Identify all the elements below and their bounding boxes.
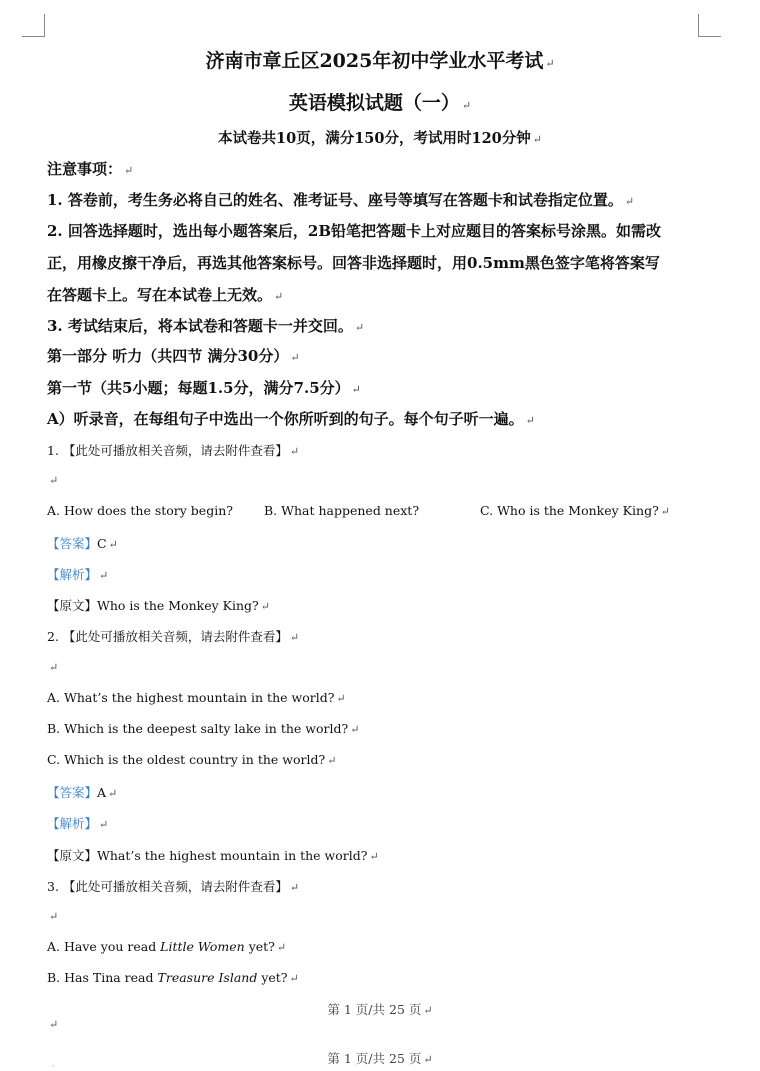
q3-option-b: B. Has Tina read Treasure Island yet? ↵ <box>47 970 299 985</box>
q3-option-a: A. Have you read Little Women yet? ↵ <box>47 939 287 954</box>
notice-item-2-line-1: 2. 回答选择题时，选出每小题答案后，2B铅笔把答题卡上对应题目的答案标号涂黑。如需改 <box>47 222 662 240</box>
stray-dot: · <box>52 1062 55 1071</box>
notice-item-2-line-2: 正，用橡皮擦干净后，再选其他答案标号。回答非选择题时，用0.5mm黑色签字笔将答案写 <box>47 254 660 272</box>
q2-option-a: A. What’s the highest mountain in the world? ↵ <box>47 690 346 705</box>
notice-item-1: 1. 答卷前，考生务必将自己的姓名、准考证号、座号等填写在答题卡和试卷指定位置。 ↵ <box>47 191 635 209</box>
q1-answer: 【答案】C ↵ <box>47 536 118 551</box>
q2-blank-line: ↵ <box>49 661 59 674</box>
footer-blank-line: ↵ <box>49 1018 59 1031</box>
q2-original: 【原文】What’s the highest mountain in the world? ↵ <box>47 848 379 863</box>
q1-analysis: 【解析】 ↵ <box>47 567 109 582</box>
exam-title: 济南市章丘区2025年初中学业水平考试 ↵ <box>205 50 555 72</box>
q3-option-a-book-title: Little Women <box>160 939 245 954</box>
q1-prompt: 1. 【此处可播放相关音频，请去附件查看】 ↵ <box>47 443 300 458</box>
q2-prompt: 2. 【此处可播放相关音频，请去附件查看】 ↵ <box>47 629 300 644</box>
q1-original: 【原文】Who is the Monkey King? ↵ <box>47 598 270 613</box>
page-footer-repeat: 第 1 页/共 25 页 ↵ <box>327 1051 433 1066</box>
notice-heading: 注意事项： ↵ <box>47 160 134 178</box>
q2-analysis: 【解析】 ↵ <box>47 816 109 831</box>
q2-option-b: B. Which is the deepest salty lake in the world? ↵ <box>47 721 360 736</box>
q3-blank-line: ↵ <box>49 910 59 923</box>
q1-option-c: C. Who is the Monkey King? ↵ <box>480 503 670 518</box>
part1-heading: 第一部分 听力（共四节 满分30分） ↵ <box>47 347 300 365</box>
section-instruction: A）听录音，在每组句子中选出一个你所听到的句子。每个句子听一遍。 ↵ <box>47 410 535 428</box>
q3-prompt: 3. 【此处可播放相关音频，请去附件查看】 ↵ <box>47 879 300 894</box>
section1-heading: 第一节（共5小题；每题1.5分，满分7.5分） ↵ <box>47 379 361 397</box>
page-footer: 第 1 页/共 25 页 ↵ <box>327 1002 433 1017</box>
q1-blank-line: ↵ <box>49 474 59 487</box>
notice-item-3: 3. 考试结束后，将本试卷和答题卡一并交回。 ↵ <box>47 317 365 335</box>
exam-info: 本试卷共10页，满分150分，考试用时120分钟 ↵ <box>218 130 542 147</box>
q3-option-b-book-title: Treasure Island <box>157 970 258 985</box>
crop-mark-top-left <box>22 14 45 37</box>
crop-mark-top-right <box>698 14 721 37</box>
exam-subject-title: 英语模拟试题（一） ↵ <box>288 92 472 114</box>
q1-option-a: A. How does the story begin? <box>47 503 233 518</box>
notice-item-2-line-3: 在答题卡上。写在本试卷上无效。 ↵ <box>47 286 284 304</box>
q2-option-c: C. Which is the oldest country in the world? ↵ <box>47 752 337 767</box>
q2-answer: 【答案】A ↵ <box>47 785 118 800</box>
q1-option-b: B. What happened next? <box>264 503 420 518</box>
